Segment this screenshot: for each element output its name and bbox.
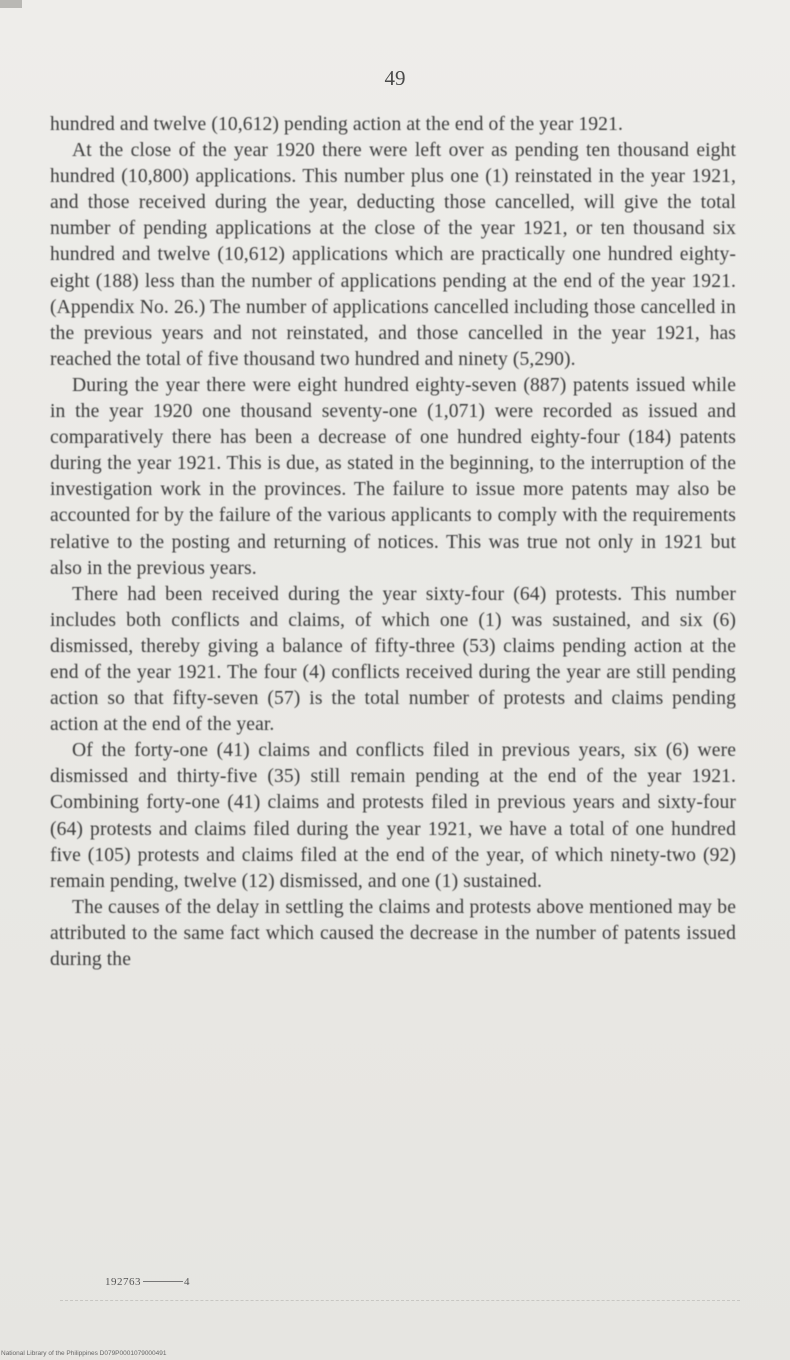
printer-code (105, 1276, 190, 1288)
scan-attribution: National Library of the Philippines D079P0001079000491 (1, 1350, 167, 1357)
paragraph: hundred and twelve (10,612) pending action at the end of the year 1921. (50, 114, 623, 135)
scan-corner-mark (0, 0, 22, 8)
body-text (50, 112, 736, 973)
paragraph: Of the forty-one (41) claims and conflicts filed in previous years, six (6) were dismissed and thirty-five (35) still remain pending at the end of the year 1921. Combining forty-one (41) claims and protests filed in previous years and sixty-four (64) protests and claims filed during the year 1921, we have a total of one hundred five (105) protests and claims filed at the end of the year, of which ninety-two (92) remain pending, twelve (12) dismissed, and one (1) sustained. (50, 740, 736, 892)
printer-code-dash (143, 1281, 183, 1282)
paragraph: During the year there were eight hundred eighty-seven (887) patents issued while in the year 1920 one thousand seventy-one (1,071) were recorded as issued and comparatively there has been a decrease of one hundred eighty-four (184) patents during the year 1921. This is due, as stated in the beginning, to the interruption of the investigation work in the provinces. The failure to issue more patents may also be accounted for by the failure of the various applicants to comply with the requirements relative to the posting and returning of notices. This was true not only in 1921 but also in the previous years. (50, 374, 736, 579)
paragraph: The causes of the delay in settling the claims and protests above mentioned may be attributed to the same fact which caused the decrease in the number of patents issued during the (50, 896, 736, 970)
paragraph: There had been received during the year sixty-four (64) protests. This number includes both conflicts and claims, of which one (1) was sustained, and six (6) dismissed, thereby giving a balance of fifty-three (53) claims pending action at the end of the year 1921. The four (4) conflicts received during the year are still pending action so that fifty-seven (57) is the total number of protests and claims pending action at the end of the year. (50, 583, 736, 736)
printer-code-number: 192763 (105, 1276, 141, 1288)
bottom-rule (60, 1300, 740, 1301)
printer-code-suffix: 4 (184, 1276, 190, 1288)
page-number: 49 (384, 66, 406, 90)
paragraph: At the close of the year 1920 there were left over as pending ten thousand eight hundred (10,800) applications. This number plus one (1) reinstated in the year 1921, and those received during the year, deducting those cancelled, will give the total number of pending applications at the close of the year 1921, or ten thousand six hundred and twelve (10,612) applications which are practically one hundred eighty-eight (188) less than the number of applications pending at the end of the year 1921. (Appendix No. 26.) The number of applications cancelled including those cancelled in the previous years and not reinstated, and those cancelled in the year 1921, has reached the total of five thousand two hundred and ninety (5,290). (50, 140, 736, 370)
